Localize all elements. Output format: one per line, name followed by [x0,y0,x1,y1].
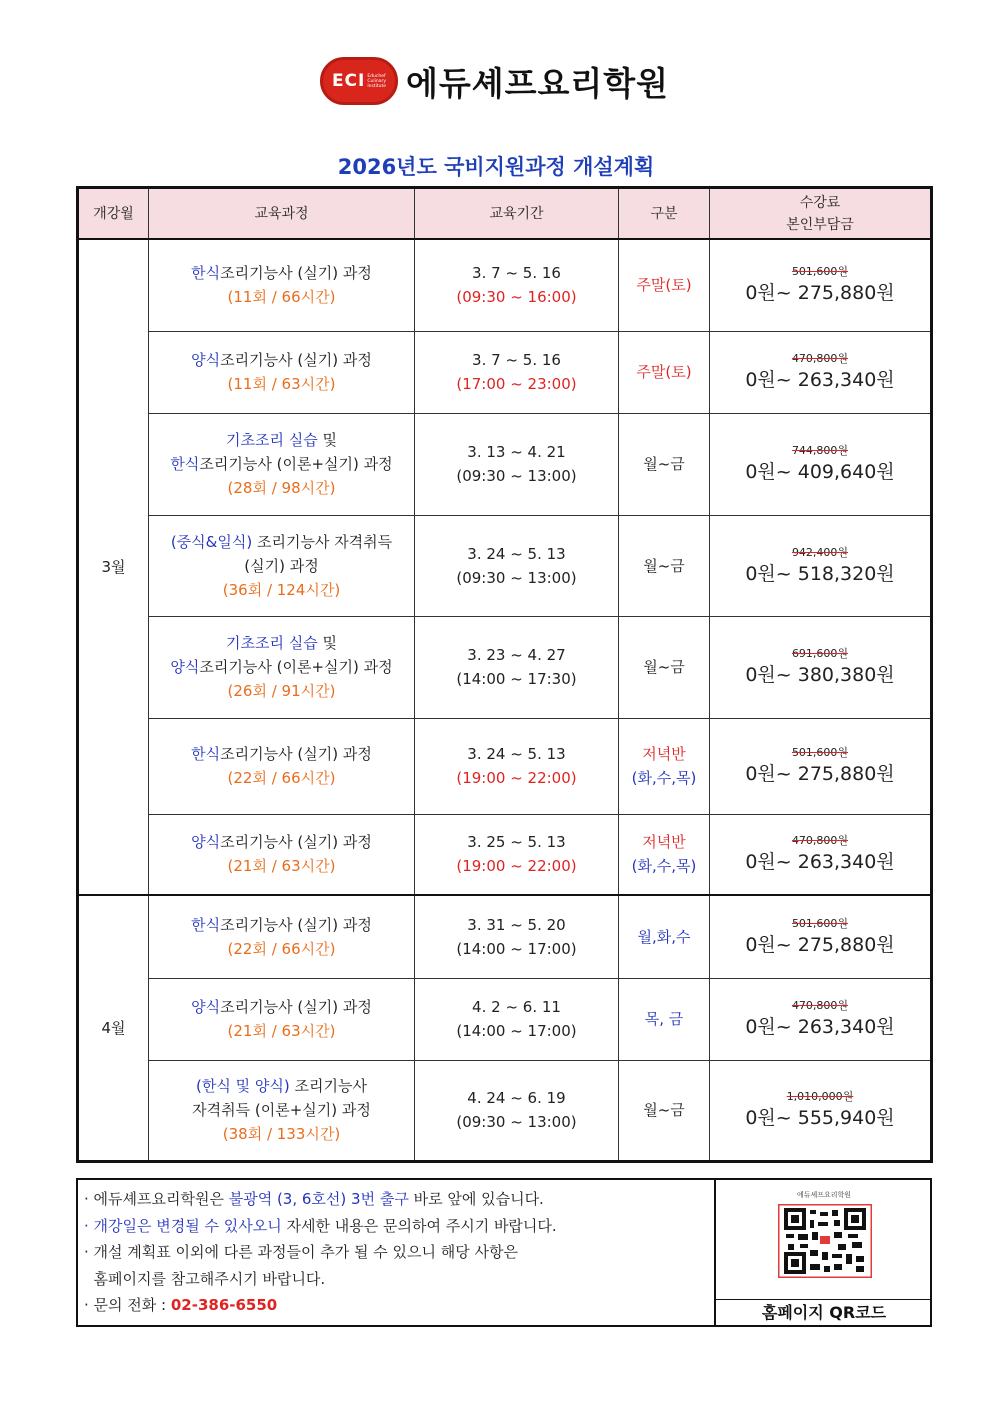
self-pay-fee: 0원~ 380,380원 [745,664,895,686]
logo-sub-line: Educhef [367,73,386,79]
period-time: (09:30 ~ 13:00) [456,1113,577,1131]
notice-text-part: · 문의 전화 : [84,1296,171,1314]
course-cell [149,331,415,413]
course-name: 자격취득 (이론+실기) 과정 [192,1101,371,1119]
month-cell: 3월 [78,239,149,895]
notice-line-phone [84,1292,714,1319]
fee-cell [710,616,932,718]
course-kind: 한식 [191,264,221,283]
notice-text-part: · [84,1216,94,1235]
qr-section [714,1180,932,1325]
self-pay-fee: 0원~ 518,320원 [745,562,895,585]
course-cell [149,1060,415,1161]
period-time: (09:30 ~ 16:00) [456,288,577,307]
course-sessions: (38회 / 133시간) [222,1125,341,1143]
period-cell [415,616,619,718]
fee-cell [710,1060,932,1161]
course-kind: 한식 [191,915,221,934]
table-row [78,331,932,413]
type-evening: 저녁반 [642,833,686,852]
course-sessions: (36회 / 124시간) [222,580,341,599]
period-dates: 4. 24 ~ 6. 19 [467,1089,566,1107]
self-pay-fee: 0원~ 555,940원 [745,1107,895,1129]
course-name: 조리기능사 (이론+실기) 과정 [199,658,393,676]
course-name: 조리기능사 (실기) 과정 [220,915,372,934]
course-kind: 양식 [191,351,221,369]
type-cell: 월,화,수 [619,895,710,978]
course-prefix: (중식&일식) [170,532,253,551]
qr-code-icon[interactable] [778,1204,872,1278]
original-fee: 470,800원 [791,352,849,365]
header-fee-label: 수강료 [799,194,841,211]
period-time: (14:00 ~ 17:00) [456,939,577,958]
period-cell [415,718,619,814]
table-row [78,413,932,515]
course-sessions: (26회 / 91시간) [227,682,336,700]
course-prefix: (한식 및 양식) [196,1077,290,1095]
course-kind: 양식 [170,658,200,676]
course-name: 조리기능사 (실기) 과정 [220,833,372,852]
course-sessions: (21회 / 63시간) [227,1022,336,1040]
period-time: (14:00 ~ 17:00) [456,1022,577,1040]
course-prefix-rest: 및 [317,431,337,449]
fee-cell [710,413,932,515]
self-pay-fee: 0원~ 263,340원 [745,369,895,391]
notice-text-part: · 에듀셰프요리학원은 [84,1190,229,1208]
table-row [78,978,932,1060]
course-kind: 한식 [170,455,200,473]
fee-cell [710,515,932,616]
table-row [78,239,932,331]
course-name: 조리기능사 (실기) 과정 [220,351,372,369]
type-days: (화,수,목) [631,857,697,876]
notice-highlight: 불광역 (3, 6호선) 3번 출구 [228,1190,409,1208]
period-cell [415,895,619,978]
period-dates: 3. 25 ~ 5. 13 [467,833,566,852]
course-prefix-rest: 조리기능사 [289,1077,367,1095]
course-sessions: (22회 / 66시간) [227,939,336,958]
schedule-table [76,186,933,1163]
notice-text-part: 바로 앞에 있습니다. [408,1190,544,1208]
fee-cell [710,895,932,978]
course-prefix: 기초조리 실습 [226,431,318,449]
original-fee: 1,010,000원 [786,1090,854,1103]
course-name: (실기) 과정 [244,556,319,575]
original-fee: 501,600원 [791,746,849,759]
course-sessions: (28회 / 98시간) [227,479,336,497]
self-pay-fee: 0원~ 275,880원 [745,933,895,956]
period-time: (09:30 ~ 13:00) [456,467,577,485]
self-pay-fee: 0원~ 275,880원 [745,763,895,785]
notice-text [84,1186,714,1319]
period-cell [415,413,619,515]
period-cell [415,978,619,1060]
period-cell [415,1060,619,1161]
course-name: 조리기능사 (이론+실기) 과정 [199,455,393,473]
course-sessions: (21회 / 63시간) [227,857,336,876]
header-fee [710,188,932,240]
logo-badge [320,57,398,105]
self-pay-fee: 0원~ 263,340원 [745,851,895,874]
period-dates: 3. 7 ~ 5. 16 [472,264,561,283]
table-row [78,718,932,814]
original-fee: 470,800원 [791,999,849,1012]
notice-highlight: 개강일은 변경될 수 있사오니 [93,1216,282,1235]
logo-badge-text: ECI [331,71,366,91]
period-cell [415,814,619,895]
logo-name: 에듀셰프요리학원 [406,63,670,103]
period-dates: 3. 7 ~ 5. 16 [472,351,561,369]
type-days: (화,수,목) [631,769,697,787]
course-sessions: (22회 / 66시간) [227,769,336,787]
period-dates: 3. 23 ~ 4. 27 [467,646,566,664]
period-dates: 3. 31 ~ 5. 20 [467,915,566,934]
period-cell [415,515,619,616]
course-cell [149,413,415,515]
self-pay-fee: 0원~ 263,340원 [745,1016,895,1038]
course-prefix-rest: 및 [317,634,337,652]
original-fee: 942,400원 [791,545,849,559]
notice-line-location [84,1186,714,1213]
period-dates: 4. 2 ~ 6. 11 [472,998,561,1016]
course-kind: 양식 [191,998,221,1016]
notice-line-change [84,1213,714,1240]
type-cell: 주말(토) [619,331,710,413]
table-row [78,814,932,895]
page-title: 2026년도 국비지원과정 개설계획 [337,155,655,179]
table-row [78,1060,932,1161]
course-name: 조리기능사 (실기) 과정 [220,745,372,763]
course-sessions: (11회 / 63시간) [227,375,336,393]
period-cell [415,239,619,331]
course-kind: 양식 [191,833,221,852]
period-time: (14:00 ~ 17:30) [456,670,577,688]
brand-logo [320,54,669,108]
original-fee: 501,600원 [791,265,849,279]
self-pay-fee: 0원~ 409,640원 [745,461,895,483]
self-pay-fee: 0원~ 275,880원 [745,282,895,305]
course-cell [149,616,415,718]
course-cell [149,239,415,331]
course-name: 조리기능사 (실기) 과정 [220,998,372,1016]
type-cell: 월~금 [619,1060,710,1161]
course-sessions: (11회 / 66시간) [227,288,336,307]
logo-sub-line: Institute [367,83,387,89]
table-row [78,515,932,616]
notice-text-part: 자세한 내용은 문의하여 주시기 바랍니다. [281,1216,557,1235]
course-prefix-rest: 조리기능사 자격취득 [252,532,393,551]
logo-badge-sub [367,74,386,89]
period-time: (19:00 ~ 22:00) [456,857,577,876]
fee-cell [710,814,932,895]
type-cell [619,718,710,814]
course-cell [149,515,415,616]
period-dates: 3. 24 ~ 5. 13 [467,745,566,763]
course-kind: 한식 [191,745,221,763]
period-dates: 3. 13 ~ 4. 21 [467,443,566,461]
notice-line-homepage: 홈페이지를 참고해주시기 바랍니다. [84,1269,326,1288]
header-period: 교육기간 [415,188,619,240]
period-time: (17:00 ~ 23:00) [456,375,577,393]
period-cell [415,331,619,413]
qr-header: 에듀셰프요리학원 [796,1191,852,1199]
type-evening: 저녁반 [642,745,686,763]
fee-cell [710,718,932,814]
course-cell [149,814,415,895]
period-dates: 3. 24 ~ 5. 13 [467,544,566,563]
course-name: 조리기능사 (실기) 과정 [220,264,372,283]
type-cell [619,814,710,895]
fee-cell [710,239,932,331]
header-type: 구분 [619,188,710,240]
header-fee-sub: 본인부담금 [786,216,854,233]
original-fee: 744,800원 [791,444,849,457]
course-cell [149,718,415,814]
original-fee: 501,600원 [791,916,849,930]
type-cell: 주말(토) [619,239,710,331]
original-fee: 691,600원 [791,647,849,660]
fee-cell [710,331,932,413]
notice-box [76,1178,932,1327]
type-cell: 목, 금 [619,978,710,1060]
type-cell: 월~금 [619,413,710,515]
type-cell: 월~금 [619,515,710,616]
period-time: (19:00 ~ 22:00) [456,769,577,787]
original-fee: 470,800원 [791,834,849,848]
fee-cell [710,978,932,1060]
month-cell: 4월 [78,895,149,1161]
period-time: (09:30 ~ 13:00) [456,568,577,587]
type-cell: 월~금 [619,616,710,718]
notice-line-extra: · 개설 계획표 이외에 다른 과정들이 추가 될 수 있으니 해당 사항은 [84,1243,518,1261]
table-row [78,616,932,718]
course-cell [149,978,415,1060]
header-course: 교육과정 [149,188,415,240]
table-header-row [78,188,932,240]
course-cell [149,895,415,978]
course-prefix: 기초조리 실습 [226,634,318,652]
phone-number: 02-386-6550 [170,1296,278,1314]
qr-label: 홈페이지 QR코드 [716,1299,932,1325]
table-row [78,895,932,978]
logo-sub-line: Culinary [367,78,386,84]
header-month: 개강월 [78,188,149,240]
